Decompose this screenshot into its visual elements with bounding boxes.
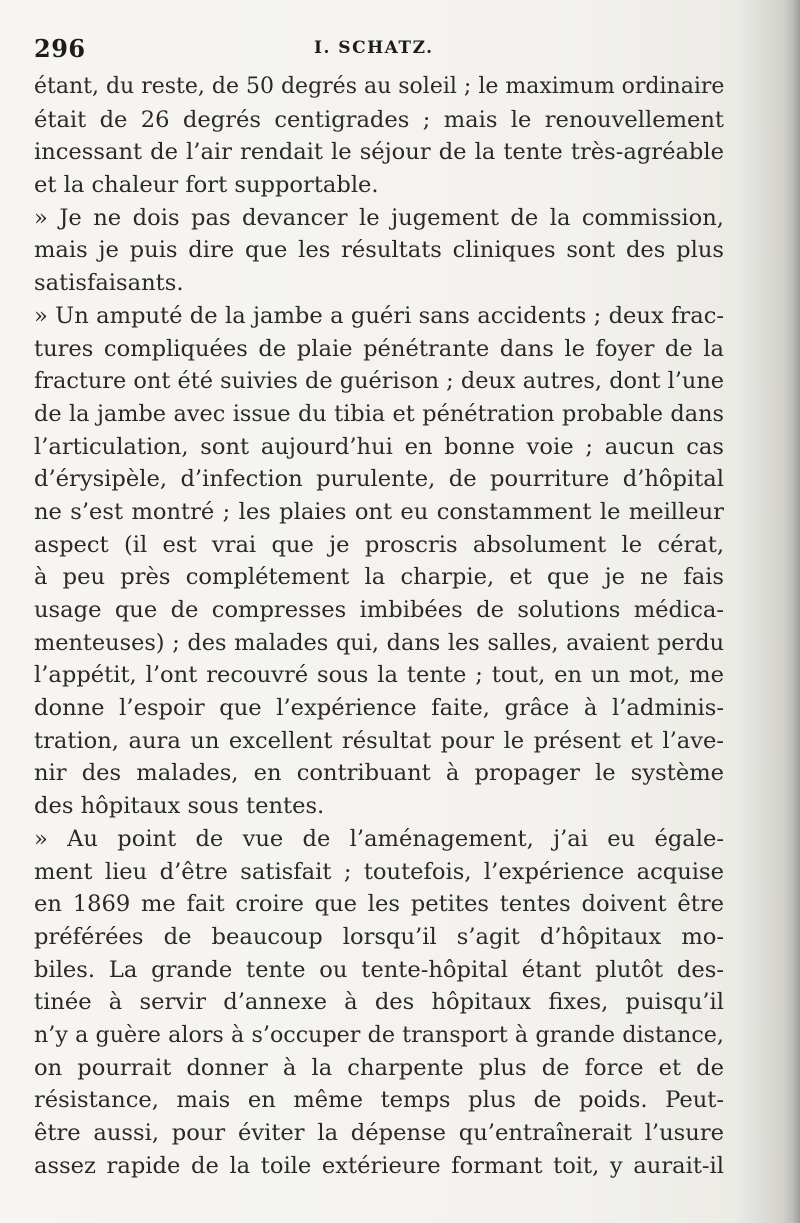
text-line: des hôpitaux sous tentes. (34, 793, 325, 820)
text-line: satisfaisants. (34, 270, 184, 297)
text-line: de la jambe avec issue du tibia et pénétration probable dans (34, 400, 724, 427)
text-line: on pourrait donner à la charpente plus de force et de (34, 1054, 724, 1081)
text-line: résistance, mais en même temps plus de poids. Peut- (34, 1087, 724, 1114)
text-line: était de 26 degrés centigrades ; mais le renouvellement (34, 106, 724, 133)
text-line: tinée à servir d’annexe à des hôpitaux fixes, puisqu’il (34, 989, 724, 1016)
text-line: » Un amputé de la jambe a guéri sans accidents ; deux frac- (34, 302, 724, 329)
text-line: tration, aura un excellent résultat pour le présent et l’ave- (34, 727, 724, 754)
text-line: l’appétit, l’ont recouvré sous la tente ; tout, en un mot, me (34, 662, 724, 689)
text-line: n’y a guère alors à s’occuper de transport à grande distance, (34, 1021, 724, 1048)
text-line: menteuses) ; des malades qui, dans les salles, avaient perdu (34, 629, 724, 656)
text-line: d’érysipèle, d’infection purulente, de pourriture d’hôpital (34, 466, 724, 493)
text-line: l’articulation, sont aujourd’hui en bonne voie ; aucun cas (34, 433, 724, 460)
text-line: préférées de beaucoup lorsqu’il s’agit d’hôpitaux mo- (34, 923, 724, 950)
text-line: donne l’espoir que l’expérience faite, grâce à l’adminis- (34, 695, 724, 722)
text-line: être aussi, pour éviter la dépense qu’entraînerait l’usure (34, 1120, 724, 1146)
page-header (34, 34, 724, 64)
text-line: ne s’est montré ; les plaies ont eu constamment le meilleur (34, 498, 724, 525)
text-line: fracture ont été suivies de guérison ; deux autres, dont l’une (34, 368, 724, 395)
text-line: nir des malades, en contribuant à propager le système (34, 760, 724, 787)
text-line: » Au point de vue de l’aménagement, j’ai eu égale- (34, 825, 724, 852)
running-head: I. SCHATZ. (314, 38, 434, 58)
text-line: en 1869 me fait croire que les petites tentes doivent être (34, 891, 724, 918)
text-line: mais je puis dire que les résultats cliniques sont des plus (34, 237, 724, 264)
text-line: assez rapide de la toile extérieure formant toit, y aurait-il (34, 1152, 724, 1179)
text-line: usage que de compresses imbibées de solutions médica- (34, 597, 724, 623)
text-line: aspect (il est vrai que je proscris absolument le cérat, (34, 531, 724, 558)
text-line: biles. La grande tente ou tente-hôpital étant plutôt des- (34, 956, 724, 983)
text-line: incessant de l’air rendait le séjour de la tente très-agréable (34, 139, 724, 166)
text-line: étant, du reste, de 50 degrés au soleil ; le maximum ordinaire (34, 74, 725, 99)
text-line: » Je ne dois pas devancer le jugement de la commission, (34, 204, 724, 231)
text-line: à peu près complétement la charpie, et que je ne fais (34, 564, 724, 591)
page-edge-shadow (782, 0, 800, 1223)
text-line: ment lieu d’être satisfait ; toutefois, l’expérience acquise (34, 858, 724, 885)
page-number: 296 (34, 34, 86, 63)
body-text (34, 71, 724, 1182)
text-line: tures compliquées de plaie pénétrante dans le foyer de la (34, 335, 724, 362)
text-line: et la chaleur fort supportable. (34, 172, 379, 199)
